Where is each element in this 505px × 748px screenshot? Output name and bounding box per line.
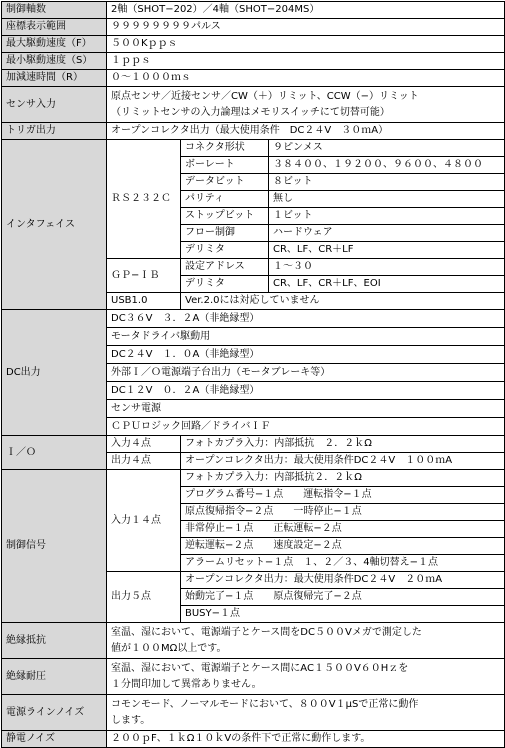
rs232c-key: デリミタ (181, 242, 269, 259)
row-coord (2, 19, 505, 36)
label-accel: 加減速時間（R） (2, 70, 107, 87)
insres-line-1: 室温、湿において、電源端子とケース間をDC５００Vメガで測定した (111, 626, 422, 638)
value-trigger: オープンコレクタ出力（最大使用条件 DC２４V ３０ｍA） (107, 123, 505, 140)
dcout-item: DC１２V ０．２A（非絶縁型） (107, 382, 505, 400)
row-dcout-0 (2, 310, 505, 328)
control-output-item: 始動完了−１点 原点復帰完了−２点 (181, 589, 505, 606)
dcout-item: 外部Ｉ／Ｏ電源端子台出力（モータブレーキ等） (107, 364, 505, 382)
withstand-line-2: １分間印加して異常ありません。 (111, 678, 262, 690)
rs232c-key: コネクタ形状 (181, 140, 269, 157)
gpib-key: 設定アドレス (181, 259, 269, 276)
label-interface: インタフェイス (2, 140, 107, 310)
label-io: Ｉ／Ｏ (2, 436, 107, 470)
row-axes (2, 2, 505, 19)
rs232c-key: ストップビット (181, 208, 269, 225)
rs232c-key: パリティ (181, 191, 269, 208)
dcout-item: DC２４V １．０A（非絶縁型） (107, 346, 505, 364)
gpib-value: CR、LF、CR＋LF、EOI (269, 276, 505, 293)
label-coord: 座標表示範囲 (2, 19, 107, 36)
rs232c-key: ボーレート (181, 157, 269, 174)
row-esd (2, 731, 505, 748)
rs232c-value: 無し (269, 191, 505, 208)
rs232c-value: CR、LF、CR＋LF (269, 242, 505, 259)
label-rs232c: ＲＳ２３２Ｃ (107, 140, 181, 259)
row-sensor (2, 87, 505, 123)
rs232c-value: ８ビット (269, 174, 505, 191)
label-trigger: トリガ出力 (2, 123, 107, 140)
control-input-item: アラームリセット−１点 １、２／３、4軸切替え−１点 (181, 555, 505, 572)
value-accel: ０〜１０００ｍｓ (107, 70, 505, 87)
row-withstand (2, 659, 505, 695)
dcout-item: モータドライバ駆動用 (107, 328, 505, 346)
label-control: 制御信号 (2, 470, 107, 623)
gpib-key: デリミタ (181, 276, 269, 293)
control-input-item: プログラム番号−１点 運転指令−１点 (181, 487, 505, 504)
label-withstand: 絶縁耐圧 (2, 659, 107, 695)
withstand-line-1: 室温、湿において、電源端子とケース間にAC１５００V６０Hｚを (111, 662, 409, 674)
value-axes: 2軸（SHOT−202）／4軸（SHOT−204MS） (107, 2, 505, 19)
label-noise: 電源ラインノイズ (2, 695, 107, 731)
value-coord: ９９９９９９９９パルス (107, 19, 505, 36)
gpib-value: １〜３０ (269, 259, 505, 276)
rs232c-value: １ビット (269, 208, 505, 225)
control-input-item: 原点復帰指令−２点 一時停止−１点 (181, 504, 505, 521)
control-input-item: 逆転運転−２点 速度設定−２点 (181, 538, 505, 555)
sensor-line-1: 原点センサ／近接センサ／CW（＋）リミット、CCW（−）リミット (111, 90, 419, 102)
insres-line-2: 値が１００MΩ以上です。 (111, 642, 227, 654)
value-noise (107, 695, 505, 731)
row-trigger (2, 123, 505, 140)
row-fmax (2, 36, 505, 53)
value-sensor (107, 87, 505, 123)
dcout-item: センサ電源 (107, 400, 505, 418)
value-withstand (107, 659, 505, 695)
spec-table (1, 1, 505, 748)
row-rs232c-0 (2, 140, 505, 157)
noise-line-2: します。 (111, 714, 151, 726)
label-sensor: センサ入力 (2, 87, 107, 123)
control-output-item: オープンコレクタ出力：最大使用条件DC２４V ２０ｍA (181, 572, 505, 589)
value-smin: １ｐｐｓ (107, 53, 505, 70)
control-input-item: フォトカプラ入力：内部抵抗２．２ｋΩ (181, 470, 505, 487)
row-noise (2, 695, 505, 731)
control-input-key: 入力１４点 (107, 470, 181, 572)
rs232c-key: データビット (181, 174, 269, 191)
sensor-line-2: （リミットセンサの入力論理はメモリスイッチにて切替可能） (111, 106, 390, 118)
row-insres (2, 623, 505, 659)
io-input-key: 入力４点 (107, 436, 181, 453)
row-accel (2, 70, 505, 87)
io-input-value: フォトカプラ入力：内部抵抗 ２．２ｋΩ (181, 436, 505, 453)
noise-line-1: コモンモード、ノーマルモードにおいて、８００V１μSで正常に動作 (111, 698, 419, 710)
row-io-input (2, 436, 505, 453)
label-usb: USB1.0 (107, 293, 181, 310)
label-fmax: 最大駆動速度（F） (2, 36, 107, 53)
value-insres (107, 623, 505, 659)
value-esd: ２００ｐF、１ｋΩ１０ｋVの条件下で正常に動作します。 (107, 731, 505, 748)
label-smin: 最小駆動速度（S） (2, 53, 107, 70)
label-insres: 絶縁抵抗 (2, 623, 107, 659)
label-esd: 静電ノイズ (2, 731, 107, 748)
value-fmax: ５００Kｐｐｓ (107, 36, 505, 53)
rs232c-value: ９ピンメス (269, 140, 505, 157)
dcout-item: ＣＰＵロジック回路／ドライバＩＦ (107, 418, 505, 436)
label-gpib: ＧＰ−ＩＢ (107, 259, 181, 293)
control-output-key: 出力５点 (107, 572, 181, 623)
rs232c-value: ハードウェア (269, 225, 505, 242)
row-smin (2, 53, 505, 70)
row-ctrl-in-0 (2, 470, 505, 487)
control-output-item: BUSY−１点 (181, 606, 505, 623)
control-input-item: 非常停止−１点 正転運転−２点 (181, 521, 505, 538)
io-output-value: オープンコレクタ出力：最大使用条件DC２４V １００ｍA (181, 453, 505, 470)
rs232c-value: ３８４００、１９２００、９６００、４８００ (269, 157, 505, 174)
value-usb: Ver.2.0には対応していません (181, 293, 505, 310)
rs232c-key: フロー制御 (181, 225, 269, 242)
label-dcout: DC出力 (2, 310, 107, 436)
dcout-item: DC３６V ３．２A（非絶縁型） (107, 310, 505, 328)
io-output-key: 出力４点 (107, 453, 181, 470)
label-axes: 制御軸数 (2, 2, 107, 19)
